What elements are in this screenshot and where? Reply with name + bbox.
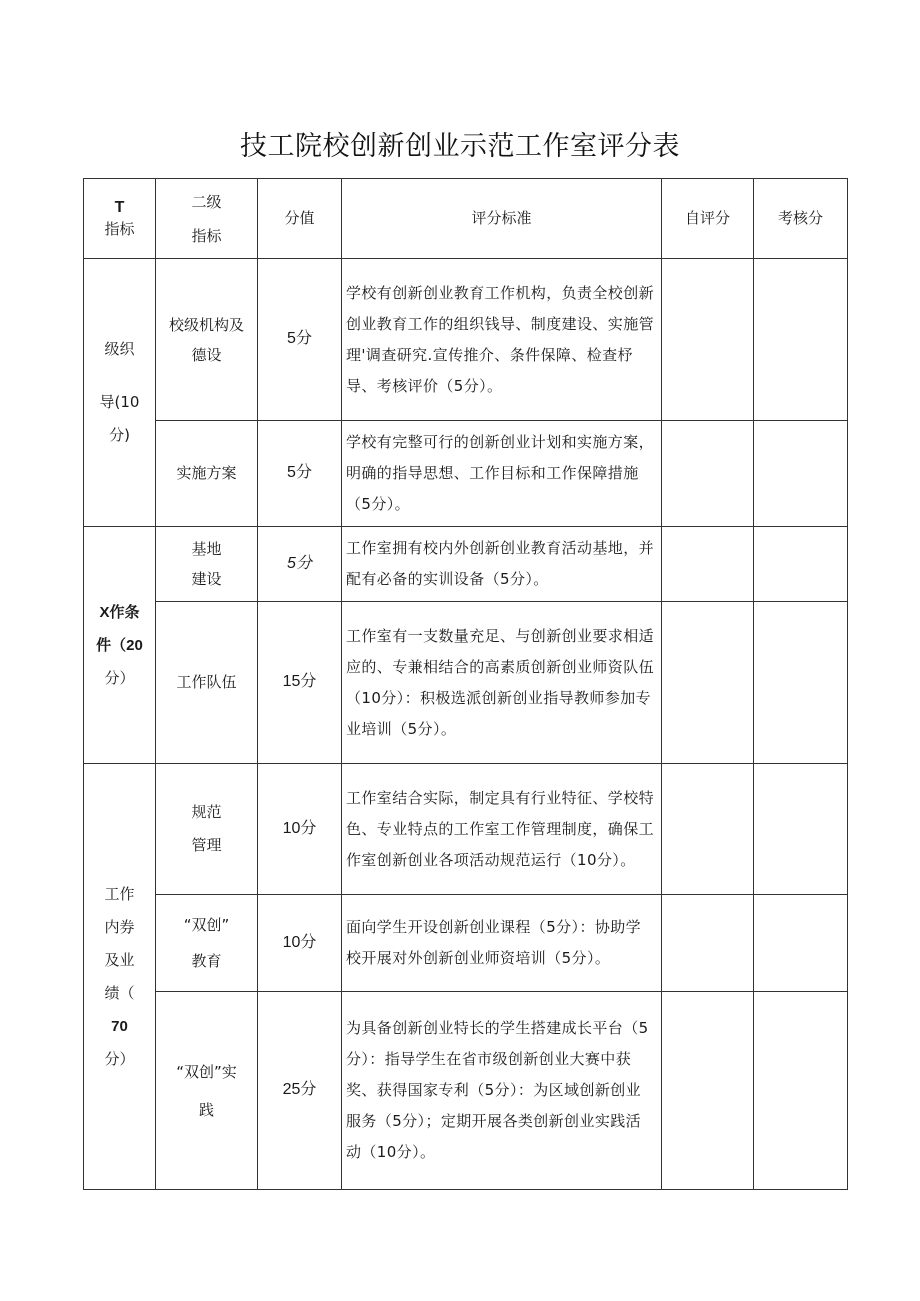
header-level2-line1: 二级 [191,192,222,211]
criteria-cell: 学校有完整可行的创新创业计划和实施方案，明确的指导思想、工作目标和工作保障措施（5分）。 [342,421,662,527]
level2-line: 管理 [191,836,222,854]
level2-line: 建设 [191,570,222,588]
level1-line: 70 [111,1017,128,1035]
assess-score-cell[interactable] [754,764,848,895]
assess-score-cell[interactable] [754,527,848,602]
page-title: 技工院校创新创业示范工作室评分表 [240,131,680,162]
criteria-cell: 为具备创新创业特长的学生搭建成长平台（5分）：指导学生在省市级创新创业大赛中获奖、获得国家专利（5分）：为区域创新创业服务（5分）；定期开展各类创新创业实践活动（10分）。 [342,992,662,1190]
self-score-cell[interactable] [662,259,754,421]
criteria-cell: 学校有创新创业教育工作机构，负责全校创新创业教育工作的组织钱导、制度建设、实施管理'调查研究.宣传推介、条件保障、检查杼导、考核评价（5分）。 [342,259,662,421]
assess-score-cell[interactable] [754,421,848,527]
score-cell: 25分 [258,992,342,1190]
table-row [84,602,848,764]
header-level2-line2: 指标 [191,226,222,245]
level2-line: 践 [198,1100,214,1119]
level2-line: 教育 [191,952,222,970]
table-row [84,764,848,895]
level2-line: 规范 [191,803,222,821]
level2-line: 基地 [191,540,222,558]
level1-conditions [84,527,156,764]
level2-line: “双创” [183,916,230,934]
header-score: 分值 [258,179,342,259]
table-row [84,992,848,1190]
level1-line: 及业 [104,950,135,969]
level1-line: 分） [104,668,135,687]
self-score-cell[interactable] [662,992,754,1190]
level2-cell: 实施方案 [156,421,258,527]
assess-score-cell[interactable] [754,602,848,764]
header-level1-line1: T [114,198,125,216]
table-row [84,527,848,602]
header-level1-line2: 指标 [104,220,135,239]
level2-line: “双创”实 [176,1062,237,1081]
level1-leadership [84,259,156,527]
score-table [83,178,848,1190]
self-score-cell[interactable] [662,527,754,602]
criteria-cell: 工作室结合实际，制定具有行业特征、学校特色、专业特点的工作室工作管理制度，确保工作室创新创业各项活动规范运行（10分）。 [342,764,662,895]
score-cell: 5分 [258,527,342,602]
table-row [84,421,848,527]
level2-cell [156,895,258,992]
level2-line: 德设 [191,345,222,364]
level1-line: X作条 [99,603,140,621]
criteria-cell: 工作室拥有校内外创新创业教育活动基地，并配有必备的实训设备（5分）。 [342,527,662,602]
self-score-cell[interactable] [662,421,754,527]
level1-line: 件（20 [96,636,143,654]
level1-line: 级织 [104,340,135,358]
assess-score-cell[interactable] [754,895,848,992]
self-score-cell[interactable] [662,764,754,895]
score-cell: 10分 [258,895,342,992]
criteria-cell: 面向学生开设创新创业课程（5分）：协助学校开展对外创新创业师资培训（5分）。 [342,895,662,992]
table-row [84,259,848,421]
header-assess-score: 考核分 [754,179,848,259]
self-score-cell[interactable] [662,602,754,764]
level2-cell [156,764,258,895]
score-cell: 15分 [258,602,342,764]
score-cell: 5分 [258,259,342,421]
level1-line: 工作 [104,884,135,903]
level1-line: 绩（ [104,983,135,1002]
level1-line: 分） [104,1049,135,1068]
level1-content [84,764,156,1190]
level1-line: 导(10 [99,393,140,411]
level2-cell: 工作队伍 [156,602,258,764]
criteria-cell: 工作室有一支数量充足、与创新创业要求相适应的、专兼相结合的高素质创新创业师资队伍（10分）：积极选派创新创业指导教师参加专业培训（5分）。 [342,602,662,764]
assess-score-cell[interactable] [754,259,848,421]
header-criteria: 评分标准 [342,179,662,259]
level2-cell [156,992,258,1190]
score-cell: 10分 [258,764,342,895]
score-cell: 5分 [258,421,342,527]
header-row [84,179,848,259]
level2-line: 校级机构及 [168,315,244,334]
table-row [84,895,848,992]
level1-line: 分) [109,426,130,444]
header-level1 [84,179,156,259]
level2-cell [156,259,258,421]
header-level2 [156,179,258,259]
header-self-score: 自评分 [662,179,754,259]
self-score-cell[interactable] [662,895,754,992]
level2-cell [156,527,258,602]
level1-line: 内券 [104,917,135,936]
assess-score-cell[interactable] [754,992,848,1190]
